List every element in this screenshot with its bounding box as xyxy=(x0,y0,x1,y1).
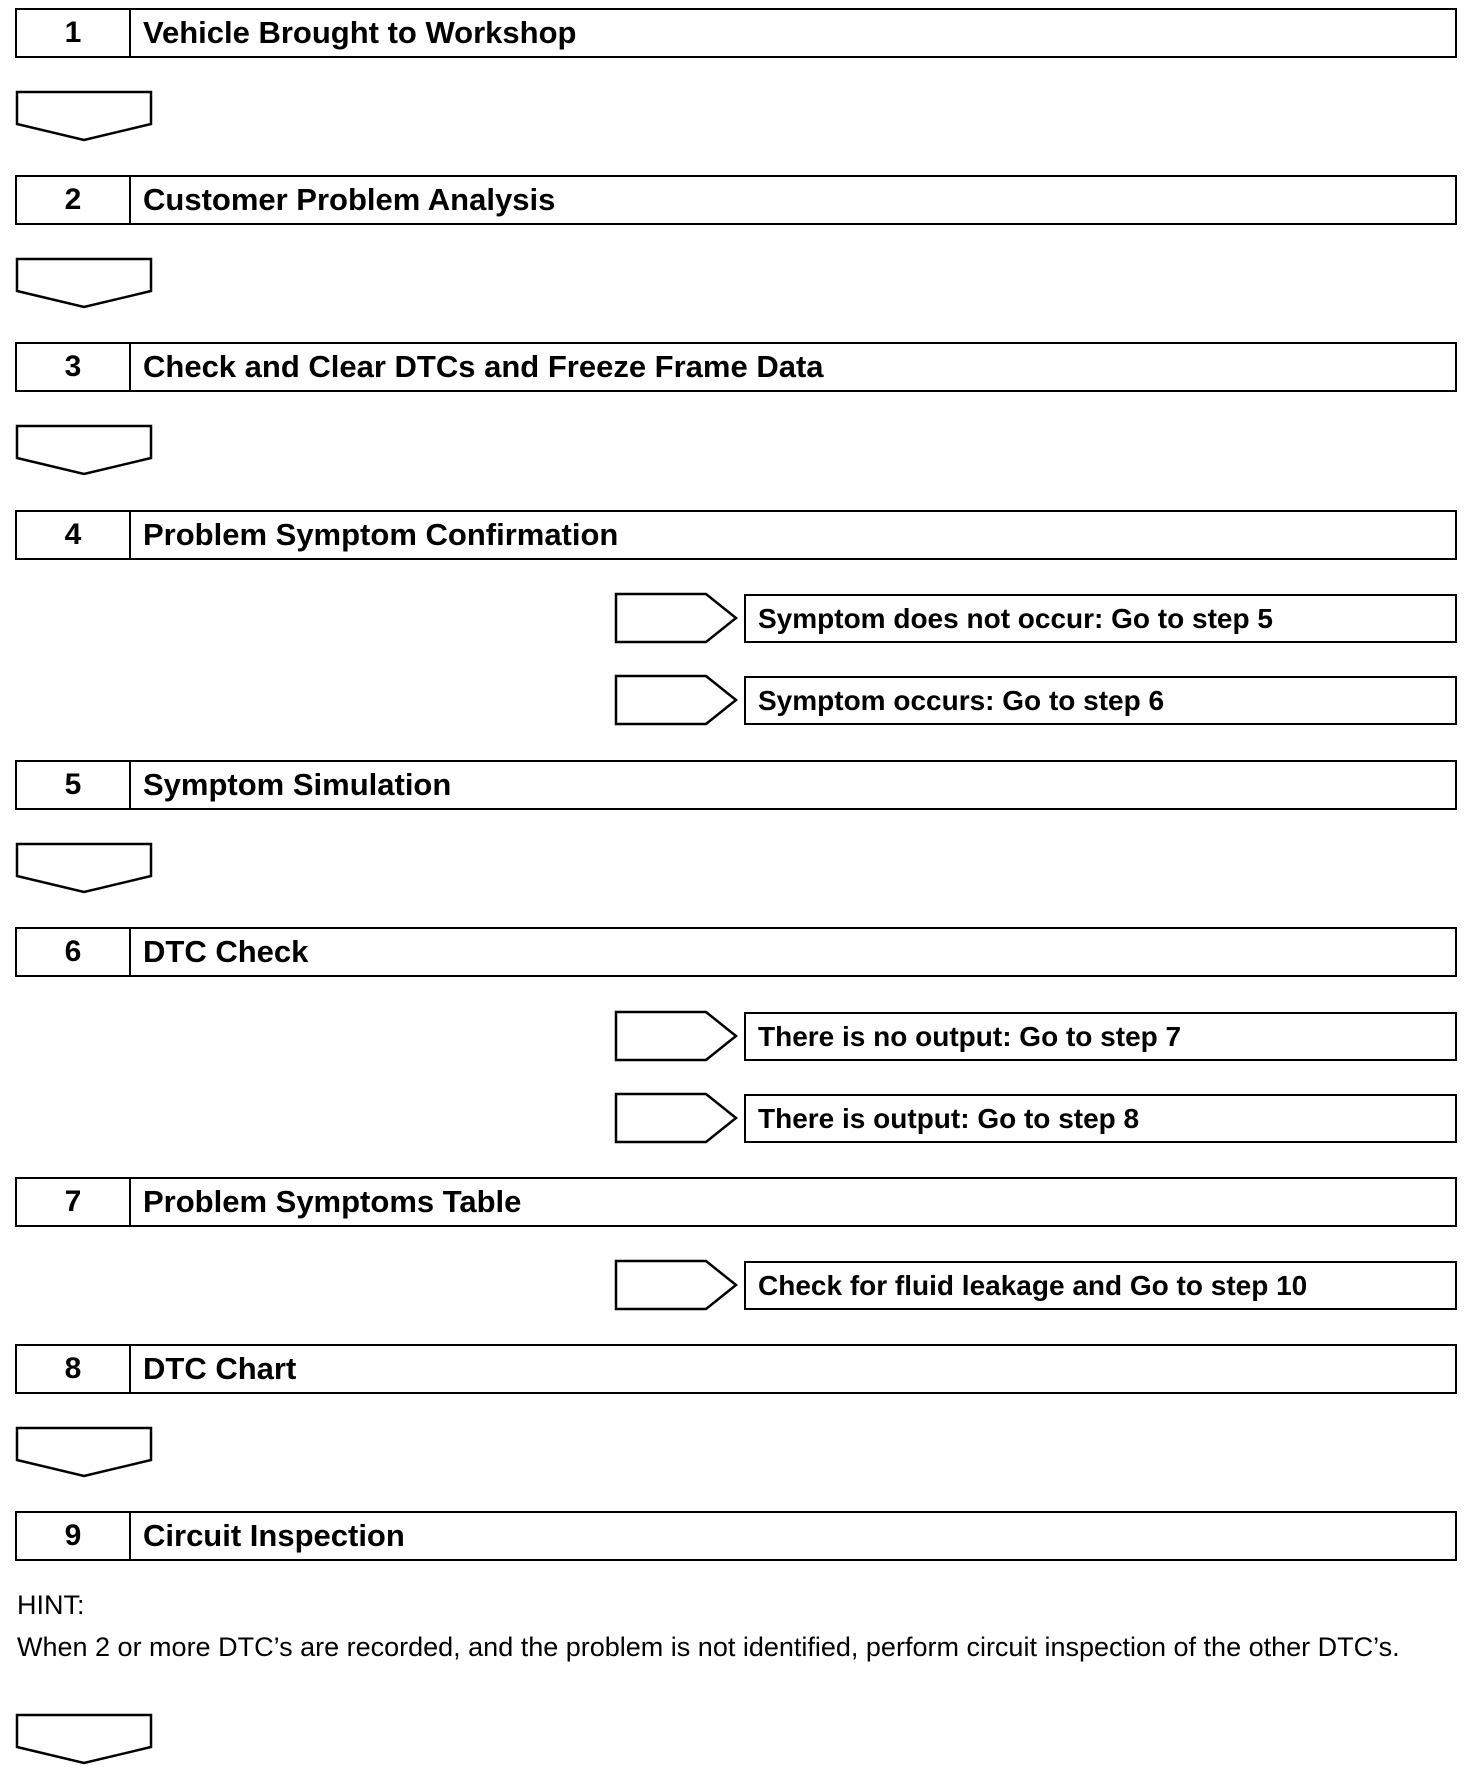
branch-symptom-does-not-occur: Symptom does not occur: Go to step 5 xyxy=(744,594,1457,643)
down-arrow-icon xyxy=(15,257,153,309)
step-title: Problem Symptoms Table xyxy=(143,1184,522,1219)
step-title: DTC Chart xyxy=(143,1351,297,1386)
step-title: DTC Check xyxy=(143,934,309,969)
step-2 xyxy=(15,175,1457,225)
hint-text: When 2 or more DTC’s are recorded, and the problem is not identified, perform circuit inspection of the other DTC’s. xyxy=(17,1632,1400,1662)
step-8 xyxy=(15,1344,1457,1394)
step-7 xyxy=(15,1177,1457,1227)
branch-output: There is output: Go to step 8 xyxy=(744,1094,1457,1143)
hint-label: HINT: xyxy=(17,1590,85,1620)
step-title: Symptom Simulation xyxy=(143,767,452,802)
step-number: 2 xyxy=(17,177,131,223)
step-title: Customer Problem Analysis xyxy=(143,182,556,217)
right-arrow-icon xyxy=(614,1259,738,1311)
step-number: 9 xyxy=(17,1513,131,1559)
branch-no-output: There is no output: Go to step 7 xyxy=(744,1012,1457,1061)
step-1 xyxy=(15,8,1457,58)
step-title: Vehicle Brought to Workshop xyxy=(143,15,577,50)
step-number: 8 xyxy=(17,1346,131,1392)
down-arrow-icon xyxy=(15,842,153,894)
step-title: Circuit Inspection xyxy=(143,1518,405,1553)
right-arrow-icon xyxy=(614,592,738,644)
step-title: Problem Symptom Confirmation xyxy=(143,517,619,552)
step-5 xyxy=(15,760,1457,810)
right-arrow-icon xyxy=(614,674,738,726)
down-arrow-icon xyxy=(15,90,153,142)
step-number: 5 xyxy=(17,762,131,808)
branch-fluid-leakage: Check for fluid leakage and Go to step 10 xyxy=(744,1261,1457,1310)
step-4 xyxy=(15,510,1457,560)
step-number: 4 xyxy=(17,512,131,558)
down-arrow-icon xyxy=(15,1426,153,1478)
step-title: Check and Clear DTCs and Freeze Frame Data xyxy=(143,349,824,384)
step-number: 3 xyxy=(17,344,131,390)
right-arrow-icon xyxy=(614,1010,738,1062)
step-number: 1 xyxy=(17,10,131,56)
branch-symptom-occurs: Symptom occurs: Go to step 6 xyxy=(744,676,1457,725)
step-9 xyxy=(15,1511,1457,1561)
step-6 xyxy=(15,927,1457,977)
down-arrow-icon xyxy=(15,1713,153,1765)
step-number: 7 xyxy=(17,1179,131,1225)
right-arrow-icon xyxy=(614,1092,738,1144)
step-number: 6 xyxy=(17,929,131,975)
step-3 xyxy=(15,342,1457,392)
down-arrow-icon xyxy=(15,424,153,476)
